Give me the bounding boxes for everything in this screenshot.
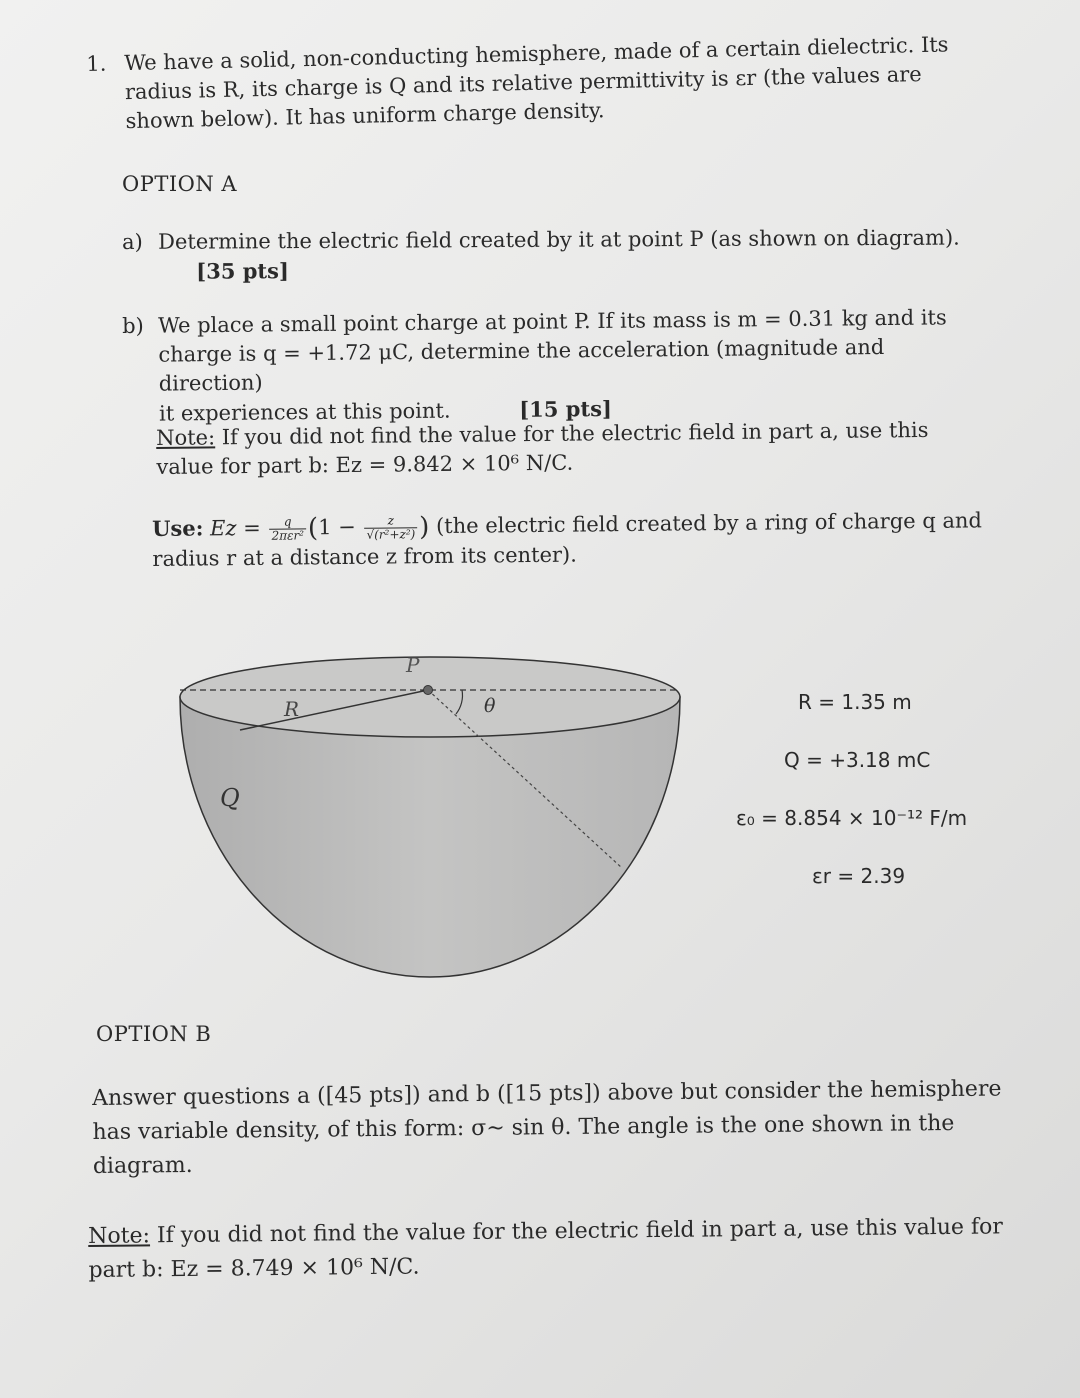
part-b-line2: charge is q = +1.72 μC, determine the acceleration (magnitude and direction) xyxy=(158,335,885,396)
part-a-text: Determine the electric field created by it at point P (as shown on diagram). xyxy=(158,225,960,254)
fraction-2-denominator: √(r²+z²) xyxy=(366,527,416,542)
option-a-heading: OPTION A xyxy=(122,172,238,196)
label-theta: θ xyxy=(484,695,496,717)
question-text: We have a solid, non-conducting hemisphere, made of a certain dielectric. Its radius is R, its charge is Q and its relative permittivity is εr (the values are shown below). It has uniform charge density. xyxy=(124,32,949,134)
formula-description: (the electric field created by a ring of charge q and xyxy=(435,508,983,539)
part-b-line1: We place a small point charge at point P. If its mass is m = 0.31 kg and its xyxy=(158,305,947,338)
label-r: R xyxy=(284,697,300,721)
hemisphere-top-face xyxy=(180,657,680,737)
option-b-text: Answer questions a ([45 pts]) and b ([15 pts]) above but consider the hemisphere has variable density, of this form: σ~ sin θ. The angle is the one shown in the diagram. xyxy=(92,1076,1002,1179)
option-b-heading: OPTION B xyxy=(96,1022,212,1046)
option-a-note xyxy=(156,415,987,482)
question-number: 1. xyxy=(86,51,107,76)
fraction-2-numerator: z xyxy=(364,514,417,529)
value-eps0: ε₀ = 8.854 × 10⁻¹² F/m xyxy=(736,806,968,830)
formula-fraction-2 xyxy=(364,514,417,542)
part-b-line3: it experiences at this point. xyxy=(158,398,451,426)
note-b-text: If you did not find the value for the electric field in part a, use this value for part b: Ez = 8.749 × 10⁶ N/C. xyxy=(88,1214,1004,1283)
note-a-prefix: Note: xyxy=(156,425,216,450)
hemisphere-body xyxy=(180,697,680,977)
formula-description-line2: radius r at a distance z from its center). xyxy=(152,542,577,571)
part-b-label: b) xyxy=(122,313,144,338)
label-p: P xyxy=(406,653,420,677)
formula-fraction-1 xyxy=(269,515,306,542)
part-a xyxy=(122,223,982,287)
note-b-prefix: Note: xyxy=(88,1223,151,1249)
part-a-points: [35 pts] xyxy=(196,258,289,284)
label-q: Q xyxy=(220,784,240,812)
hemisphere-diagram xyxy=(170,640,710,990)
option-b-note xyxy=(88,1210,1029,1288)
value-r: R = 1.35 m xyxy=(798,690,912,714)
part-b-points: [15 pts] xyxy=(519,395,613,422)
fraction-1-numerator: q xyxy=(269,515,306,529)
question-intro xyxy=(86,30,968,137)
part-a-label: a) xyxy=(122,229,143,254)
formula-one-minus: 1 − xyxy=(317,514,356,540)
part-b xyxy=(122,303,983,429)
point-p-marker xyxy=(424,686,433,695)
value-epsr: εr = 2.39 xyxy=(812,864,906,888)
use-formula: Use: Ez = $\frac{q}{\text{2πεr²}}$ (1 − $\frac{z}{\text{√(r²+z²)}}$ ) (the electric field created by a ring of charge q and radius r at a distance z from its center). xyxy=(152,508,983,571)
value-q: Q = +3.18 mC xyxy=(784,748,931,772)
formula-lhs: Ez = xyxy=(209,515,261,541)
use-prefix: Use: xyxy=(152,515,204,541)
note-a-text: If you did not find the value for the electric field in part a, use this value for part b: Ez = 9.842 × 10⁶ N/C. xyxy=(156,417,929,479)
fraction-1-denominator: 2πεr² xyxy=(271,528,305,543)
